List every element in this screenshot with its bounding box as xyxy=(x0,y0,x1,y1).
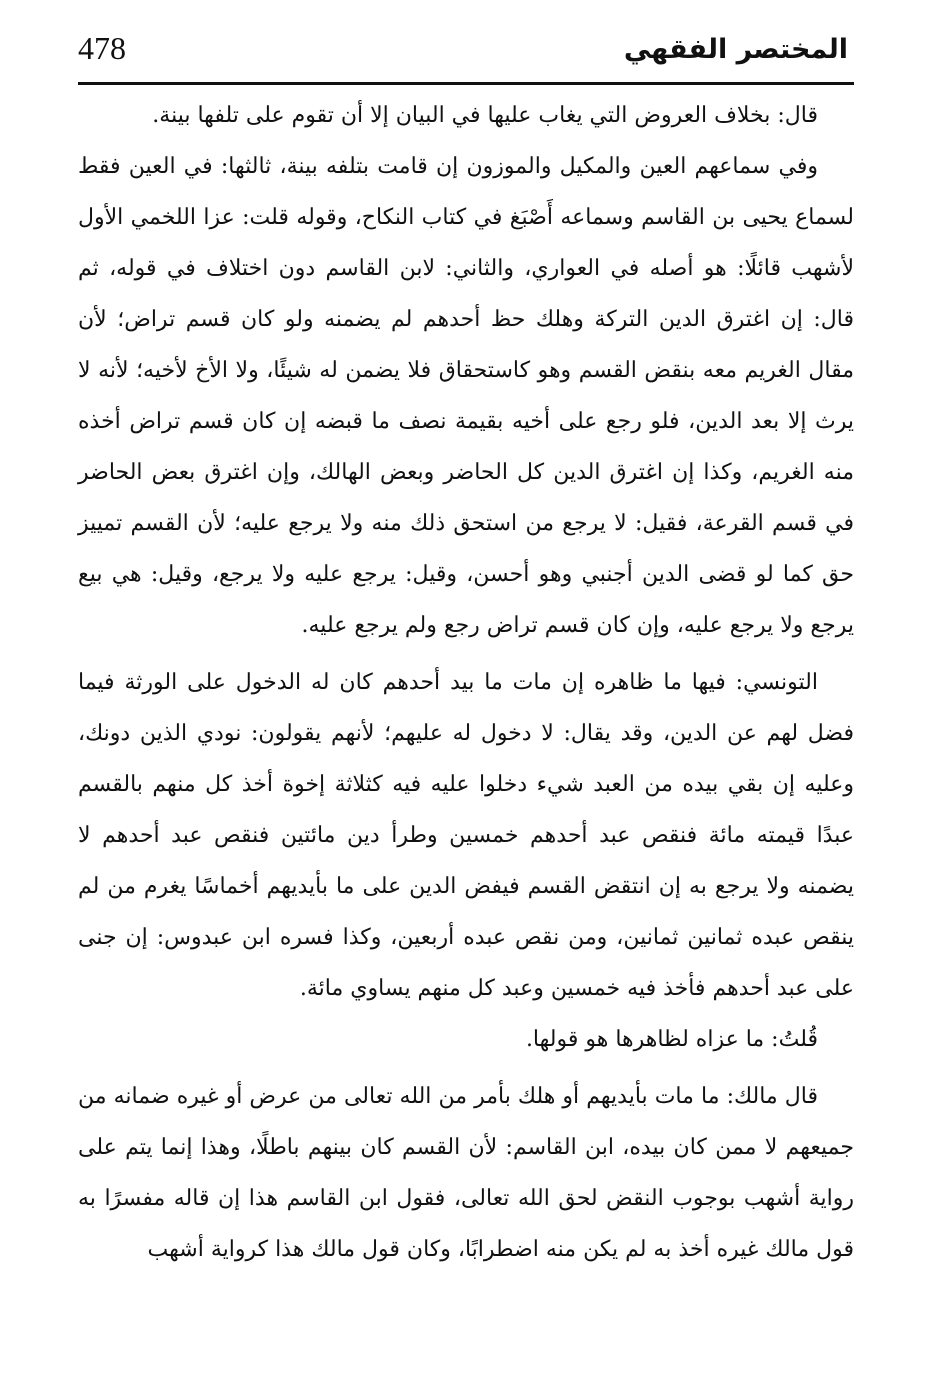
running-title: المختصر الفقهي xyxy=(623,34,848,65)
paragraph: قال مالك: ما مات بأيديهم أو هلك بأمر من الله تعالى من عرض أو غيره ضمانه من جميعهم لا ممن كان بيده، ابن القاسم: لأن القسم كان بينهم باطلًا، وهذا إنما يتم على رواية أشهب بوجوب النقض لحق الله تعالى، فقول ابن القاسم هذا إن قاله مفسرًا به قول مالك غيره أخذ به لم يكن منه اضطرابًا، وكان قول مالك هذا كرواية أشهب xyxy=(78,1084,854,1262)
paragraph: وفي سماعهم العين والمكيل والموزون إن قامت بتلفه بينة، ثالثها: في العين فقط لسماع يحيى بن القاسم وسماعه أَصْبَغ في كتاب النكاح، وقوله قلت: عزا اللخمي الأول لأشهب قائلًا: هو أصله في العواري، والثاني: لابن القاسم دون اختلاف في قوله، ثم قال: إن اغترق الدين التركة وهلك حظ أحدهم لم يضمنه ولو كان قسم تراض؛ لأن مقال الغريم معه بنقض القسم وهو كاستحقاق فلا يضمن له شيئًا، ولا الأخ لأخيه؛ لأنه لا يرث إلا بعد الدين، فلو رجع على أخيه بقيمة نصف ما قبضه إن كان قسم تراض أخذه منه الغريم، وكذا إن اغترق الدين كل الحاضر وبعض الهالك، وإن اغترق بعض الحاضر في قسم القرعة، فقيل: لا يرجع من استحق ذلك منه ولا يرجع عليه؛ لأن القسم تمييز حق كما لو قضى الدين أجنبي وهو أحسن، وقيل: يرجع عليه ولا يرجع، وقيل: هي بيع يرجع ولا يرجع عليه، وإن كان قسم تراض رجع ولم يرجع عليه. xyxy=(78,154,855,638)
page-body xyxy=(78,90,854,1275)
paragraph: قال: بخلاف العروض التي يغاب عليها في البيان إلا أن تقوم على تلفها بينة. xyxy=(152,103,818,128)
paragraph: التونسي: فيها ما ظاهره إن مات ما بيد أحدهم كان له الدخول على الورثة فيما فضل لهم عن الدين، وقد يقال: لا دخول له عليهم؛ لأنهم يقولون: نودي الذين دونك، وعليه إن بقي بيده من العبد شيء دخلوا عليه فيه كثلاثة إخوة أخذ كل منهم بالقسم عبدًا قيمته مائة فنقص عبد أحدهم خمسين وطرأ دين مائتين فنقص عبد أحدهم لا يضمنه ولا يرجع به إن انتقض القسم فيفض الدين على ما بأيديهم أخماسًا يغرم من لم ينقص عبده ثمانين ثمانين، ومن نقص عبده أربعين، وكذا فسره ابن عبدوس: إن جنى على عبد أحدهم فأخذ فيه خمسين وعبد كل منهم يساوي مائة. xyxy=(78,670,854,1001)
book-page xyxy=(78,28,854,1275)
page-header xyxy=(78,28,854,90)
paragraph: قُلتُ: ما عزاه لظاهرها هو قولها. xyxy=(525,1027,818,1052)
header-divider xyxy=(78,82,854,85)
page-number: 478 xyxy=(78,30,126,66)
